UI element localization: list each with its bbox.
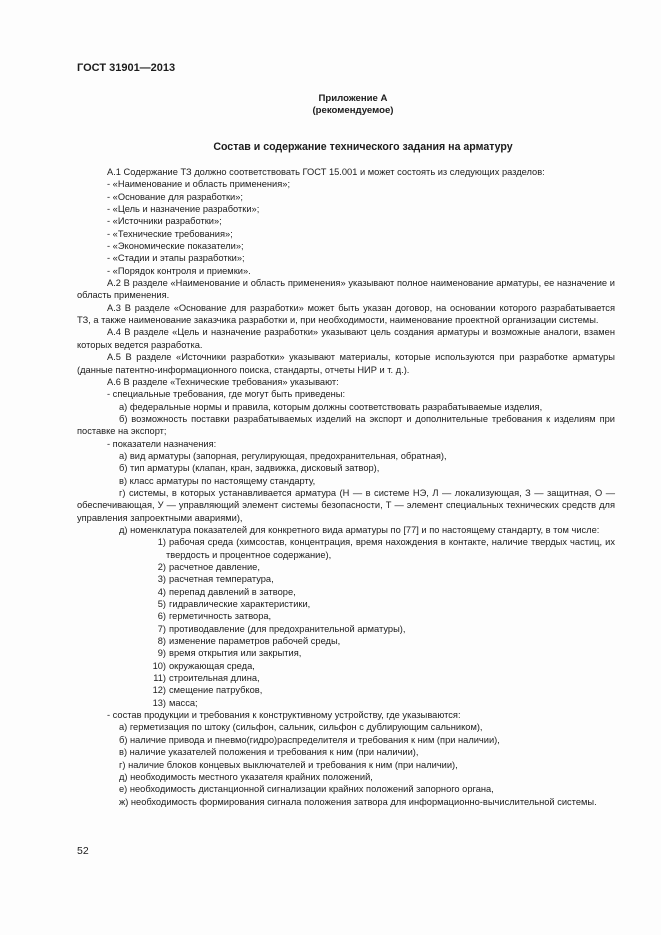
item-number: 8) <box>157 636 166 647</box>
page-number: 52 <box>77 845 89 857</box>
numbered-item <box>77 586 615 598</box>
list-item: - «Наименование и область применения»; <box>107 179 291 190</box>
list-item: - «Основание для разработки»; <box>107 191 243 202</box>
numbered-item <box>77 598 615 610</box>
list-item: - «Источники разработки»; <box>107 216 222 227</box>
item-text: строительная длина, <box>169 673 260 684</box>
item-text: гидравлические характеристики, <box>169 599 311 610</box>
list-item: - показатели назначения: <box>107 438 217 449</box>
item-number: 11) <box>153 673 166 684</box>
list-item: - специальные требования, где могут быть приведены: <box>107 389 346 400</box>
numbered-item <box>77 635 615 647</box>
standard-header: ГОСТ 31901—2013 <box>77 62 176 74</box>
list-item: д) необходимость местного указателя крайних положений, <box>119 771 373 782</box>
numbered-item <box>77 697 615 709</box>
list-item: г) наличие блоков концевых выключателей и требования к ним (при наличии), <box>119 759 458 770</box>
list-item: - «Технические требования»; <box>107 228 233 239</box>
paragraph: А.2 В разделе «Наименование и область применения» указывают полное наименование арматуры, ее назначение и область применения. <box>77 278 615 301</box>
numbered-item <box>77 684 615 696</box>
list-item: в) наличие указателей положения и требования к ним (при наличии), <box>119 747 419 758</box>
item-number: 1) <box>157 537 166 548</box>
list-item: - «Порядок контроля и приемки». <box>107 265 251 276</box>
list-item: д) номенклатура показателей для конкретного вида арматуры по [77] и по настоящему стандарту, в том числе: <box>119 524 600 535</box>
item-number: 10) <box>152 660 166 671</box>
item-text: окружающая среда, <box>169 660 255 671</box>
item-text: смещение патрубков, <box>169 685 263 696</box>
paragraph: А.3 В разделе «Основание для разработки» может быть указан договор, на основании которого разрабатывается ТЗ, а также наименование заказчика разработки и, при необходимости, наименование проектной организации системы. <box>77 302 615 326</box>
paragraph: А.4 В разделе «Цель и назначение разработки» указывают цель создания арматуры и возможные аналоги, взамен которых ведется разработка. <box>77 327 615 350</box>
numbered-item <box>77 610 615 622</box>
item-number: 13) <box>152 697 166 708</box>
item-text: противодавление (для предохранительной арматуры), <box>169 623 406 634</box>
appendix-heading <box>0 93 661 117</box>
paragraph: А.5 В разделе «Источники разработки» указывают материалы, которые используются при разработке арматуры (данные патентно-информационного поиска, стандарты, отчеты НИР и т. д.). <box>77 352 615 375</box>
document-body <box>77 166 615 808</box>
numbered-item <box>77 536 615 561</box>
item-text: масса; <box>169 697 198 708</box>
paragraph: А.6 В разделе «Технические требования» указывают: <box>107 376 339 387</box>
item-text: время открытия или закрытия, <box>169 648 302 659</box>
list-item: - «Экономические показатели»; <box>107 241 244 252</box>
section-title: Состав и содержание технического задания на арматуру <box>213 141 513 153</box>
list-item: б) наличие привода и пневмо(гидро)распределителя и требования к ним (при наличии), <box>119 734 500 745</box>
item-text: расчетное давление, <box>169 562 260 572</box>
appendix-subtitle: (рекомендуемое) <box>312 105 394 116</box>
numbered-item <box>77 660 615 672</box>
list-item: - «Стадии и этапы разработки»; <box>107 253 245 264</box>
list-item: в) класс арматуры по настоящему стандарту, <box>119 475 316 486</box>
list-item: е) необходимость дистанционной сигнализации крайних положений запорного органа, <box>119 784 494 795</box>
item-number: 5) <box>157 599 166 610</box>
item-number: 3) <box>157 574 166 585</box>
item-text: герметичность затвора, <box>169 611 272 622</box>
item-number: 2) <box>157 562 166 572</box>
list-item: - «Цель и назначение разработки»; <box>107 204 260 215</box>
list-item: б) тип арматуры (клапан, кран, задвижка, дисковый затвор), <box>119 463 380 474</box>
numbered-item <box>77 573 615 585</box>
item-number: 7) <box>157 623 166 634</box>
numbered-item <box>77 623 615 635</box>
item-number: 9) <box>157 648 166 659</box>
appendix-title: Приложение А <box>318 93 388 104</box>
item-number: 12) <box>152 685 166 696</box>
paragraph: А.1 Содержание ТЗ должно соответствовать ГОСТ 15.001 и может состоять из следующих разделов: <box>107 167 545 177</box>
item-text: изменение параметров рабочей среды, <box>169 636 341 647</box>
list-item: г) системы, в которых устанавливается арматура (Н — в системе НЭ, Л — локализующая, З — защитная, О — обеспечивающая, У — управляющий элемент системы безопасности, Т — элемент специальных технических средств для управления запроектными авариями), <box>77 487 615 523</box>
item-text: расчетная температура, <box>169 574 274 585</box>
numbered-item <box>77 561 615 573</box>
item-number: 6) <box>157 611 166 622</box>
numbered-item <box>77 647 615 659</box>
item-text: перепад давлений в затворе, <box>169 586 296 597</box>
list-item: а) герметизация по штоку (сильфон, сальник, сильфон с дублирующим сальником), <box>119 722 483 733</box>
list-item: а) федеральные нормы и правила, которым должны соответствовать разрабатываемые изделия, <box>119 401 543 412</box>
item-text: рабочая среда (химсостав, концентрация, время нахождения в контакте, наличие твердых частиц, их твердость и процентное содержание), <box>166 537 615 560</box>
list-item: а) вид арматуры (запорная, регулирующая, предохранительная, обратная), <box>119 450 447 461</box>
numbered-item <box>77 672 615 684</box>
list-item: - состав продукции и требования к конструктивному устройству, где указываются: <box>107 710 461 721</box>
item-number: 4) <box>157 586 166 597</box>
list-item: ж) необходимость формирования сигнала положения затвора для информационно-вычислительной системы. <box>119 796 597 807</box>
list-item: б) возможность поставки разрабатываемых изделий на экспорт и дополнительные требования к изделиям при поставке на экспорт; <box>77 413 615 437</box>
